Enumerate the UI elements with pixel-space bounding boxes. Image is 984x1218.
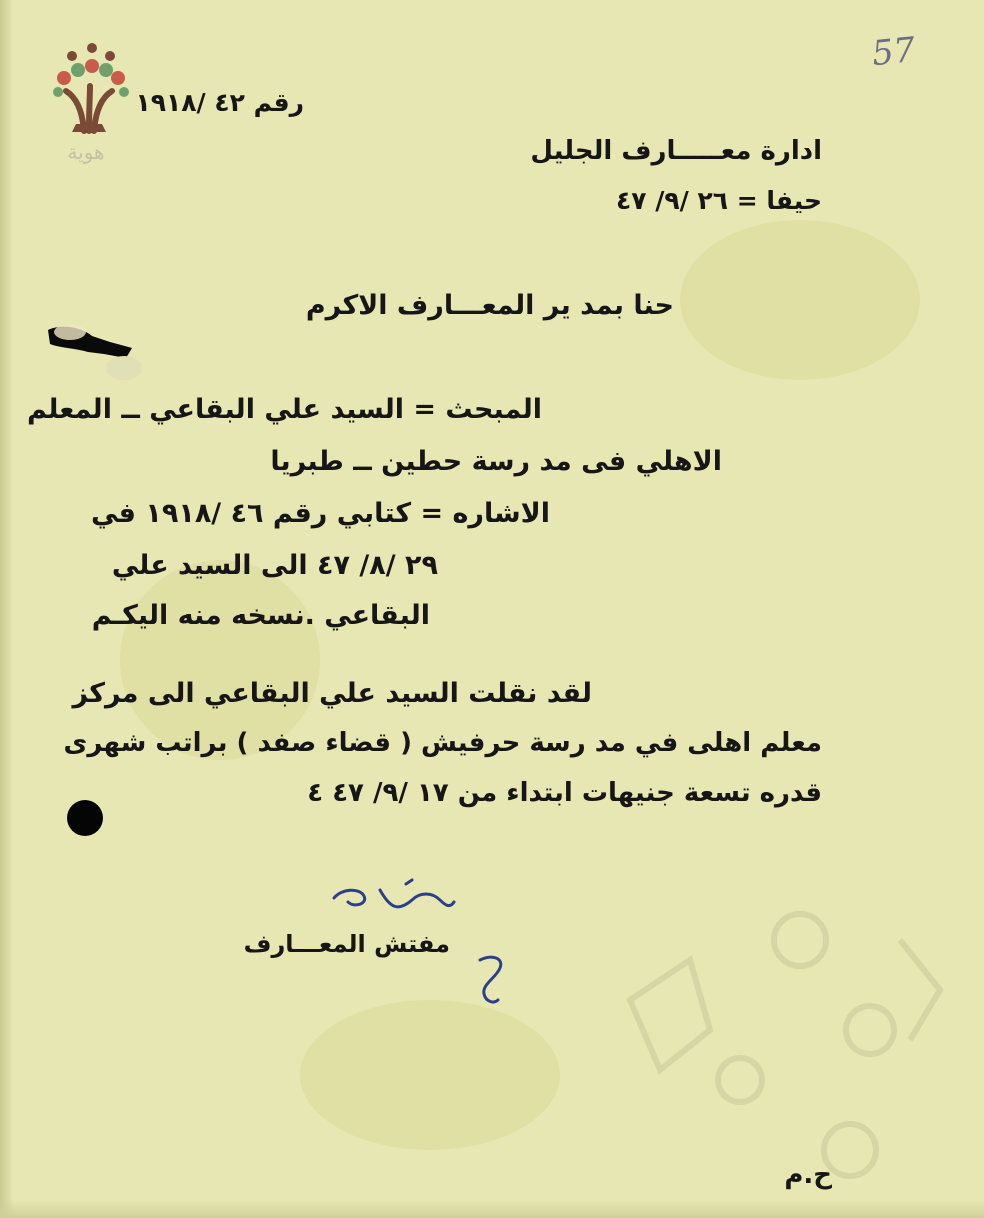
paper-stain xyxy=(300,1000,560,1150)
paper-stain xyxy=(680,220,920,380)
reference-number: رقم ٤٢ /١٩١٨ xyxy=(135,88,304,117)
handwritten-initial-mark xyxy=(470,950,510,1010)
sender-office: ادارة معـــــارف الجليل xyxy=(530,136,822,166)
faded-stamp-watermark xyxy=(600,880,960,1218)
subject-line-2: الاهلي فى مد رسة حطين ــ طبريا xyxy=(270,446,722,477)
subject-line-3: الاشاره = كتابي رقم ٤٦ /١٩١٨ في xyxy=(90,498,550,529)
punch-hole xyxy=(67,800,103,836)
body-line-3: قدره تسعة جنيهات ابتداء من ١٧ /٩/ ٤٧ ٤ xyxy=(307,778,822,808)
signature-title: مفتش المعـــارف xyxy=(243,930,450,958)
paper-edge-left xyxy=(0,0,14,1218)
place-date: حيفا = ٢٦ /٩/ ٤٧ xyxy=(616,186,822,215)
subject-line-4: ٢٩ /٨/ ٤٧ الى السيد علي xyxy=(111,550,438,581)
body-line-2: معلم اهلى في مد رسة حرفيش ( قضاء صفد ) براتب شهرى xyxy=(63,728,822,758)
subject-line-5: البقاعي .نسخه منه اليكـم xyxy=(91,600,430,631)
body-line-1: لقد نقلت السيد علي البقاعي الى مركز xyxy=(72,678,592,709)
torn-paper-mark xyxy=(40,318,150,388)
logo-caption: هوية xyxy=(67,140,105,164)
page-number: 57 xyxy=(870,29,918,75)
subject-line-1: المبحث = السيد علي البقاعي ــ المعلم xyxy=(27,394,542,425)
handwritten-signature xyxy=(320,878,460,928)
footer-note: ح.م xyxy=(784,1160,832,1190)
addressee: حنا بمد ير المعـــارف الاكرم xyxy=(305,290,674,321)
